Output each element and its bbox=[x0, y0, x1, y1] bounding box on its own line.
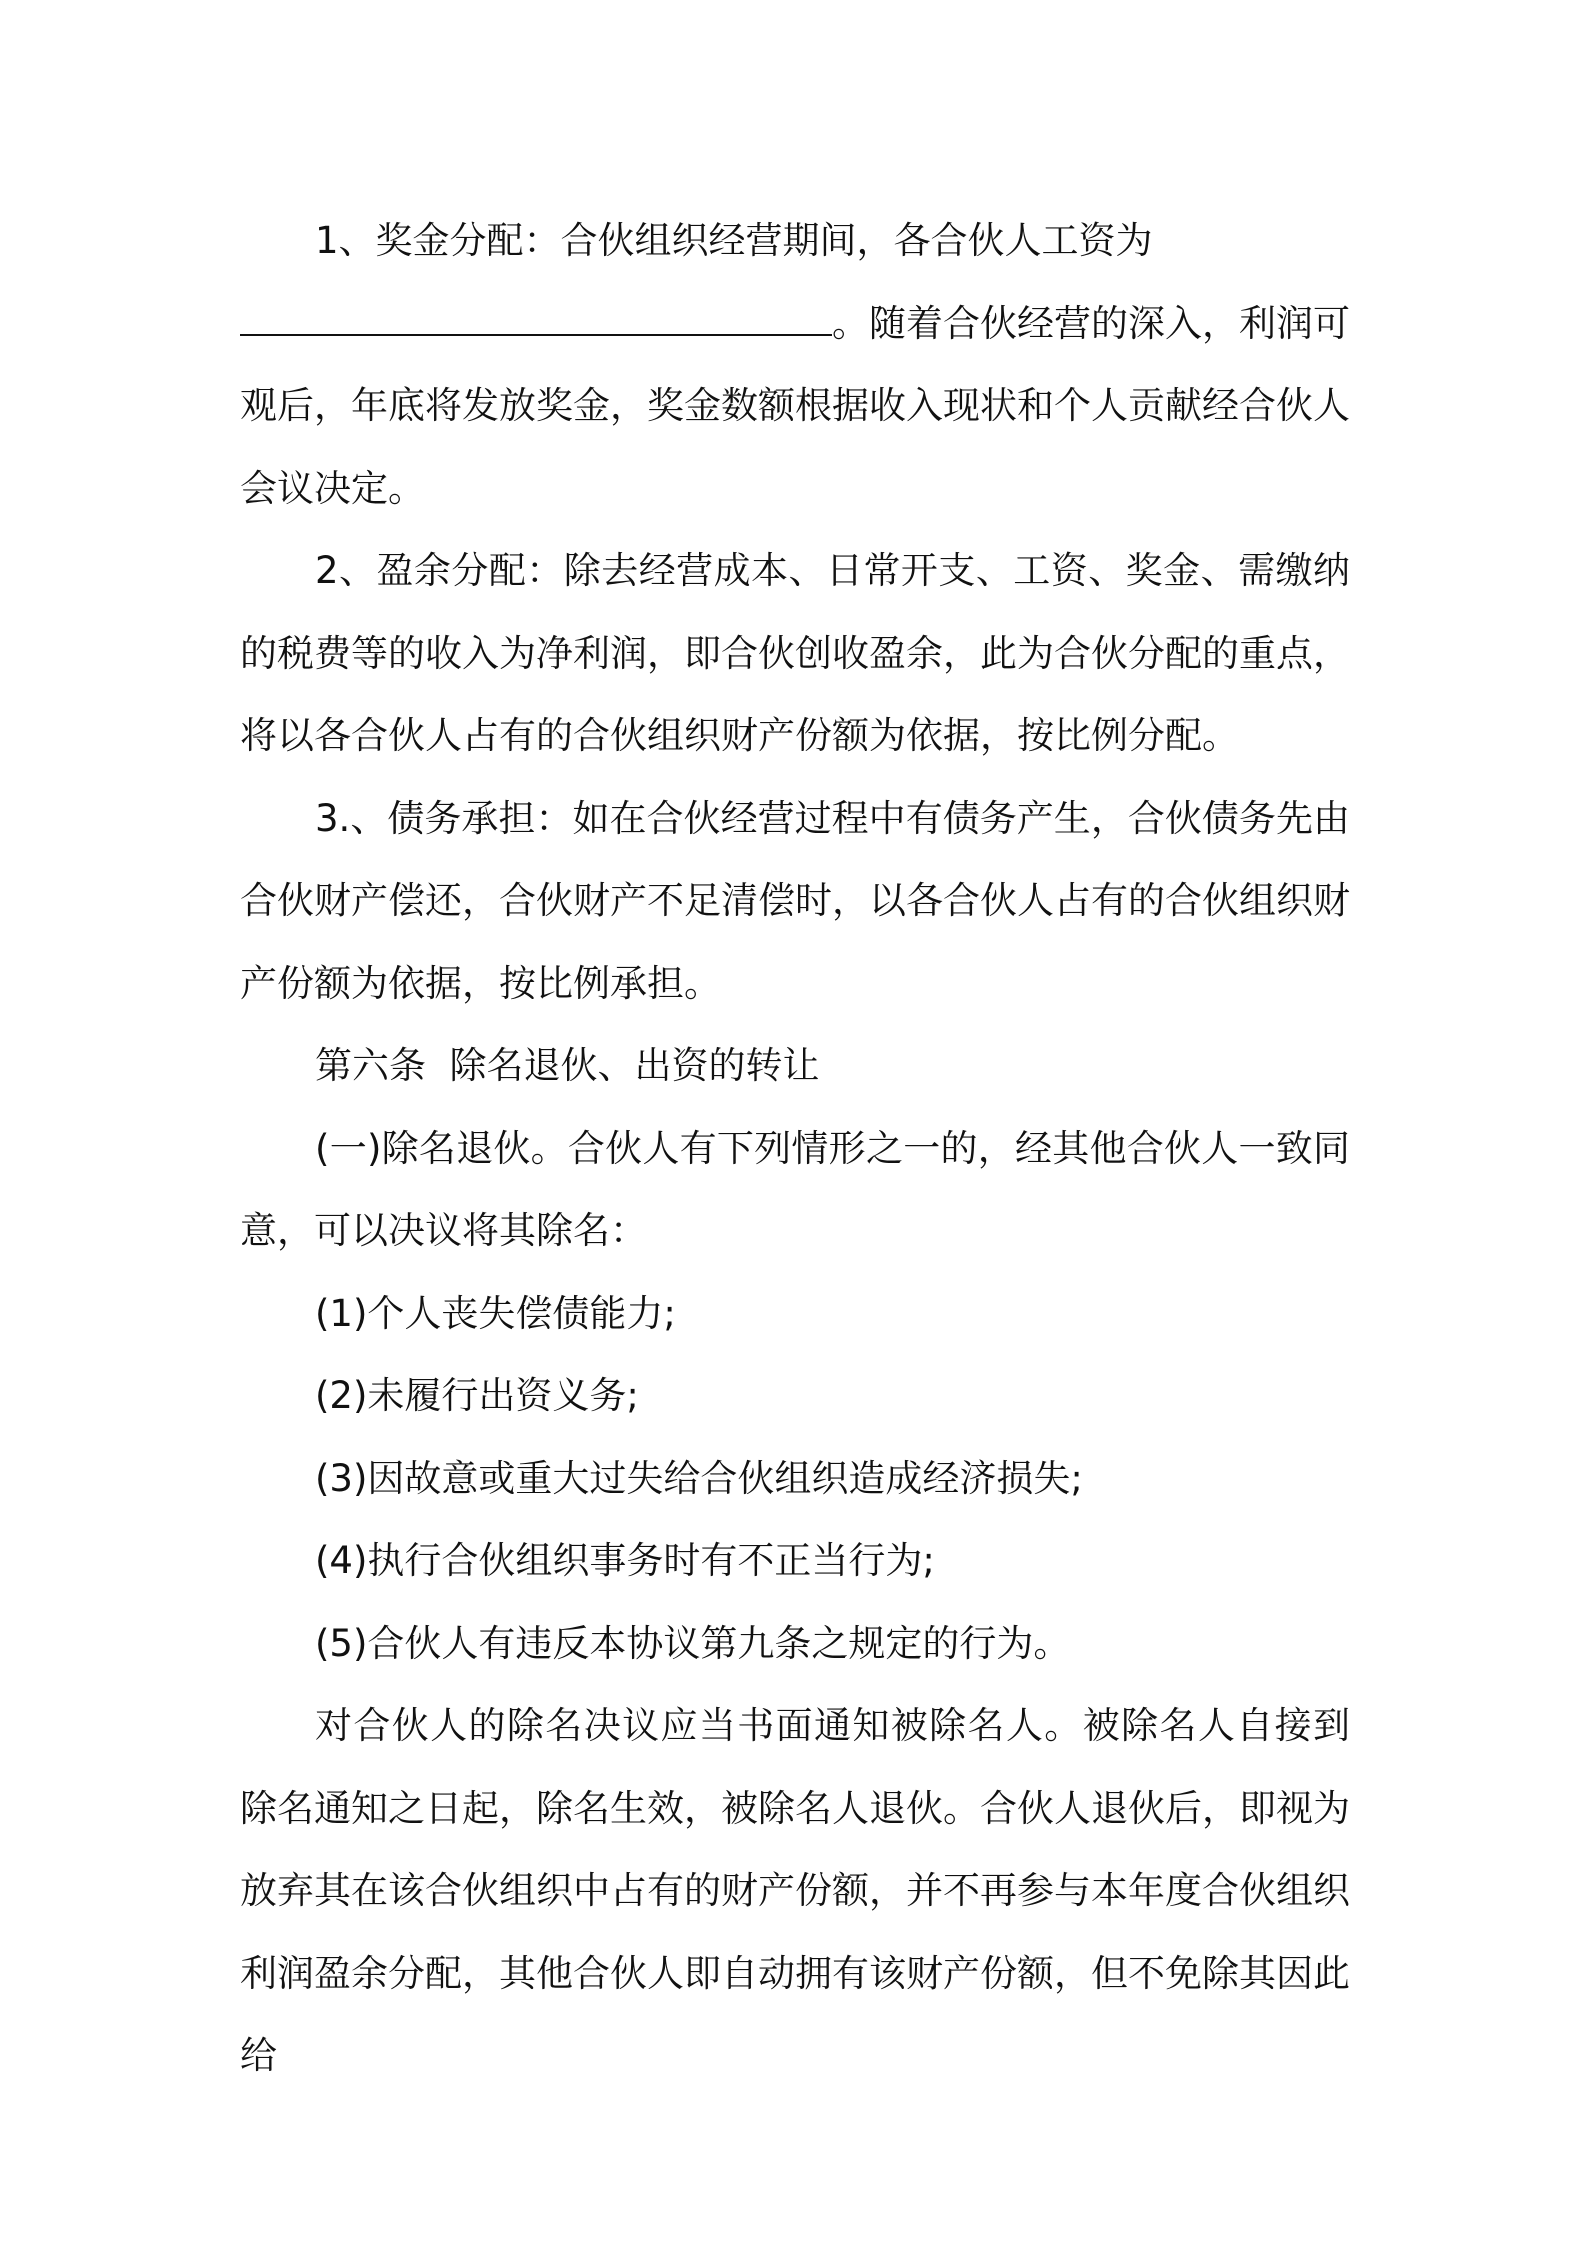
list-item-5: (5)合伙人有违反本协议第九条之规定的行为。 bbox=[315, 1621, 1071, 1665]
paragraph-expulsion: (一)除名退伙。合伙人有下列情形之一的，经其他合伙人一致同意，可以决议将其除名： bbox=[240, 1126, 1350, 1252]
list-item-3: (3)因故意或重大过失给合伙组织造成经济损失; bbox=[315, 1456, 1083, 1500]
list-item-2: (2)未履行出资义务; bbox=[315, 1374, 639, 1417]
bonus-distribution-text-cont: 。随着合伙经营的深入，利润可观后，年底将发放奖金，奖金数额根据收入现状和个人贡献经合伙人会议决定。 bbox=[240, 301, 1350, 510]
paragraph-debt-bearing: 3.、债务承担：如在合伙经营过程中有债务产生，合伙债务先由合伙财产偿还，合伙财产不足清偿时，以各合伙人占有的合伙组织财产份额为依据，按比例承担。 bbox=[240, 796, 1350, 1005]
list-item-1: (1)个人丧失偿债能力; bbox=[315, 1291, 676, 1335]
list-item-4: (4)执行合伙组织事务时有不正当行为; bbox=[315, 1539, 935, 1582]
article-six-heading: 第六条 除名退伙、出资的转让 bbox=[315, 1044, 820, 1087]
paragraph-bonus-distribution bbox=[240, 200, 1350, 530]
paragraph-expulsion-notice: 对合伙人的除名决议应当书面通知被除名人。被除名人自接到除名通知之日起，除名生效，被除名人退伙。合伙人退伙后，即视为放弃其在该合伙组织中占有的财产份额，并不再参与本年度合伙组织利润盈余分配，其他合伙人即自动拥有该财产份额，但不免除其因此给 bbox=[240, 1704, 1350, 2077]
document-body bbox=[240, 200, 1350, 2098]
paragraph-surplus-distribution: 2、盈余分配：除去经营成本、日常开支、工资、奖金、需缴纳的税费等的收入为净利润，即合伙创收盈余，此为合伙分配的重点，将以各合伙人占有的合伙组织财产份额为依据，按比例分配。 bbox=[240, 549, 1350, 757]
bonus-distribution-text: 1、奖金分配：合伙组织经营期间，各合伙人工资为 bbox=[315, 219, 1153, 262]
salary-blank-line bbox=[240, 300, 832, 336]
